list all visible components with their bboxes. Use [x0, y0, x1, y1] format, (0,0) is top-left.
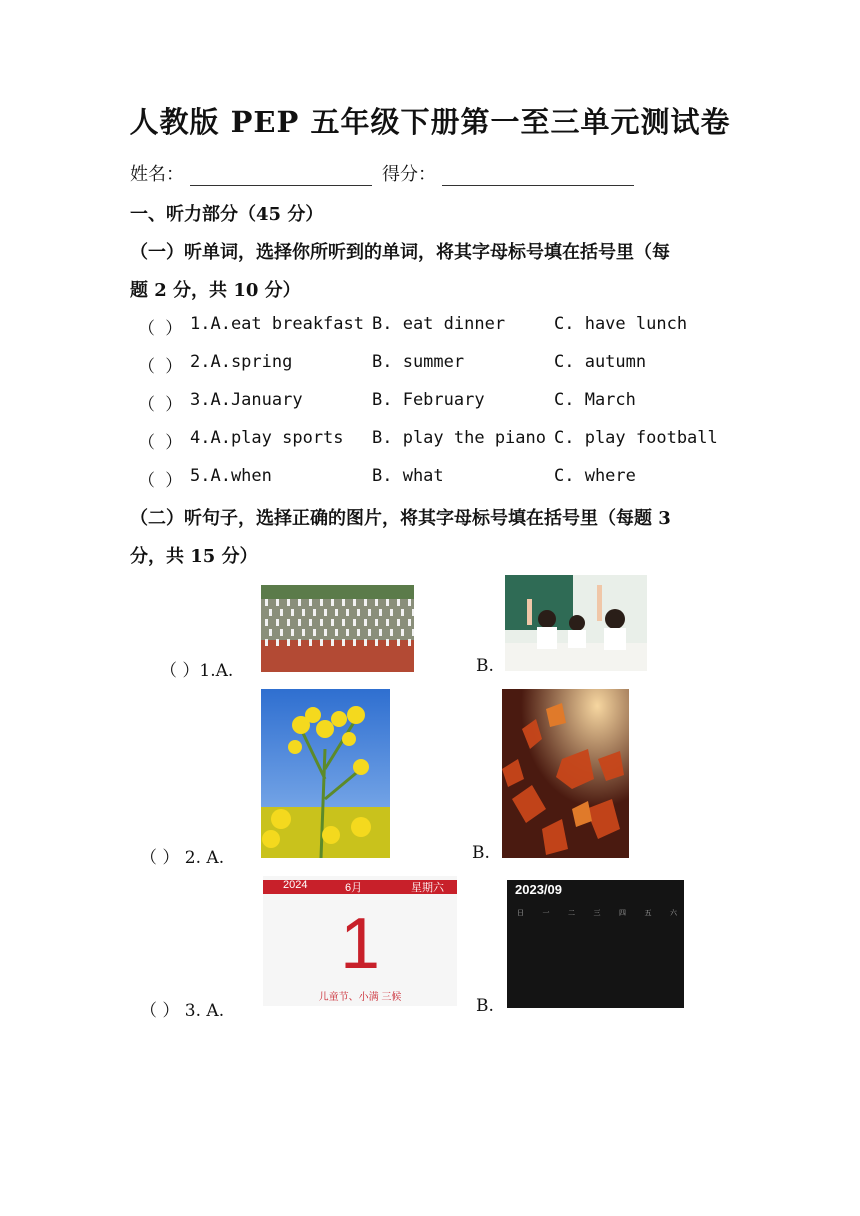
autumn-leaves-photo	[502, 689, 629, 858]
calendar-b-weekday: 日	[517, 910, 524, 917]
calendar-month: 6月	[345, 882, 363, 894]
calendar-note: 儿童节、小满 三候	[318, 992, 402, 1003]
part1-instruction-line1: （一）听单词，选择你所听到的单词，将其字母标号填在括号里（每	[130, 242, 670, 263]
calendar-b-weekday: 四	[619, 910, 626, 917]
calendar-weekday: 星期六	[411, 882, 444, 894]
calendar-b-header: 2023/09	[515, 882, 562, 897]
calendar-b-weekday: 六	[670, 910, 677, 917]
option-c: C. play football	[554, 428, 718, 448]
picture-question-2-b-label: B.	[472, 843, 490, 863]
calendar-september-photo	[507, 880, 684, 1008]
picture-question-1-b-label: B.	[476, 656, 494, 676]
answer-bracket[interactable]: （ ）	[138, 433, 183, 453]
calendar-b-weekday: 二	[568, 910, 575, 917]
section-heading: 一、听力部分（45 分）	[130, 204, 324, 225]
option-c: C. March	[554, 390, 636, 410]
picture-question-2-label: （ ） 2. A.	[140, 848, 225, 868]
score-field[interactable]	[442, 167, 634, 186]
calendar-b-grid	[517, 908, 677, 918]
answer-bracket[interactable]: （ ）	[138, 395, 183, 415]
answer-bracket[interactable]: （ ）	[138, 471, 183, 491]
option-b: B. February	[372, 390, 485, 410]
option-a: 2.A.spring	[190, 352, 293, 372]
calendar-year: 2024	[283, 879, 308, 891]
picture-question-3-label: （ ） 3. A.	[140, 1001, 225, 1021]
picture-question-3-b-label: B.	[476, 996, 494, 1016]
answer-bracket[interactable]: （ ）	[138, 357, 183, 377]
option-a: 5.A.when	[190, 466, 272, 486]
rapeseed-flower-photo	[261, 689, 390, 858]
name-field[interactable]	[190, 167, 372, 186]
part2-instruction-line1: （二）听句子，选择正确的图片，将其字母标号填在括号里（每题 3	[130, 508, 671, 529]
calendar-june-first	[263, 876, 457, 1006]
option-a: 4.A.play sports	[190, 428, 344, 448]
option-b: B. what	[372, 466, 444, 486]
option-b: B. eat dinner	[372, 314, 506, 334]
calendar-b-weekday: 一	[542, 910, 550, 917]
option-c: C. autumn	[554, 352, 647, 372]
classroom-photo	[505, 575, 647, 671]
calendar-b-weekday: 五	[644, 910, 652, 917]
calendar-day: 1	[339, 904, 381, 984]
option-c: C. have lunch	[554, 314, 688, 334]
part2-instruction-line2: 分，共 15 分）	[130, 546, 258, 567]
page-title: 人教版 PEP 五年级下册第一至三单元测试卷	[129, 105, 731, 139]
calendar-b-weekday: 三	[593, 910, 601, 917]
name-label: 姓名：	[130, 164, 184, 185]
picture-question-1-label: （ ）1.A.	[160, 661, 234, 681]
part1-instruction-line2: 题 2 分，共 10 分）	[130, 280, 301, 301]
option-b: B. play the piano	[372, 428, 546, 448]
option-a: 3.A.January	[190, 390, 303, 410]
option-b: B. summer	[372, 352, 465, 372]
info-line	[130, 160, 644, 186]
exercise-photo	[261, 585, 414, 672]
option-c: C. where	[554, 466, 636, 486]
answer-bracket[interactable]: （ ）	[138, 319, 183, 339]
option-a: 1.A.eat breakfast	[190, 314, 364, 334]
score-label: 得分：	[382, 164, 436, 185]
